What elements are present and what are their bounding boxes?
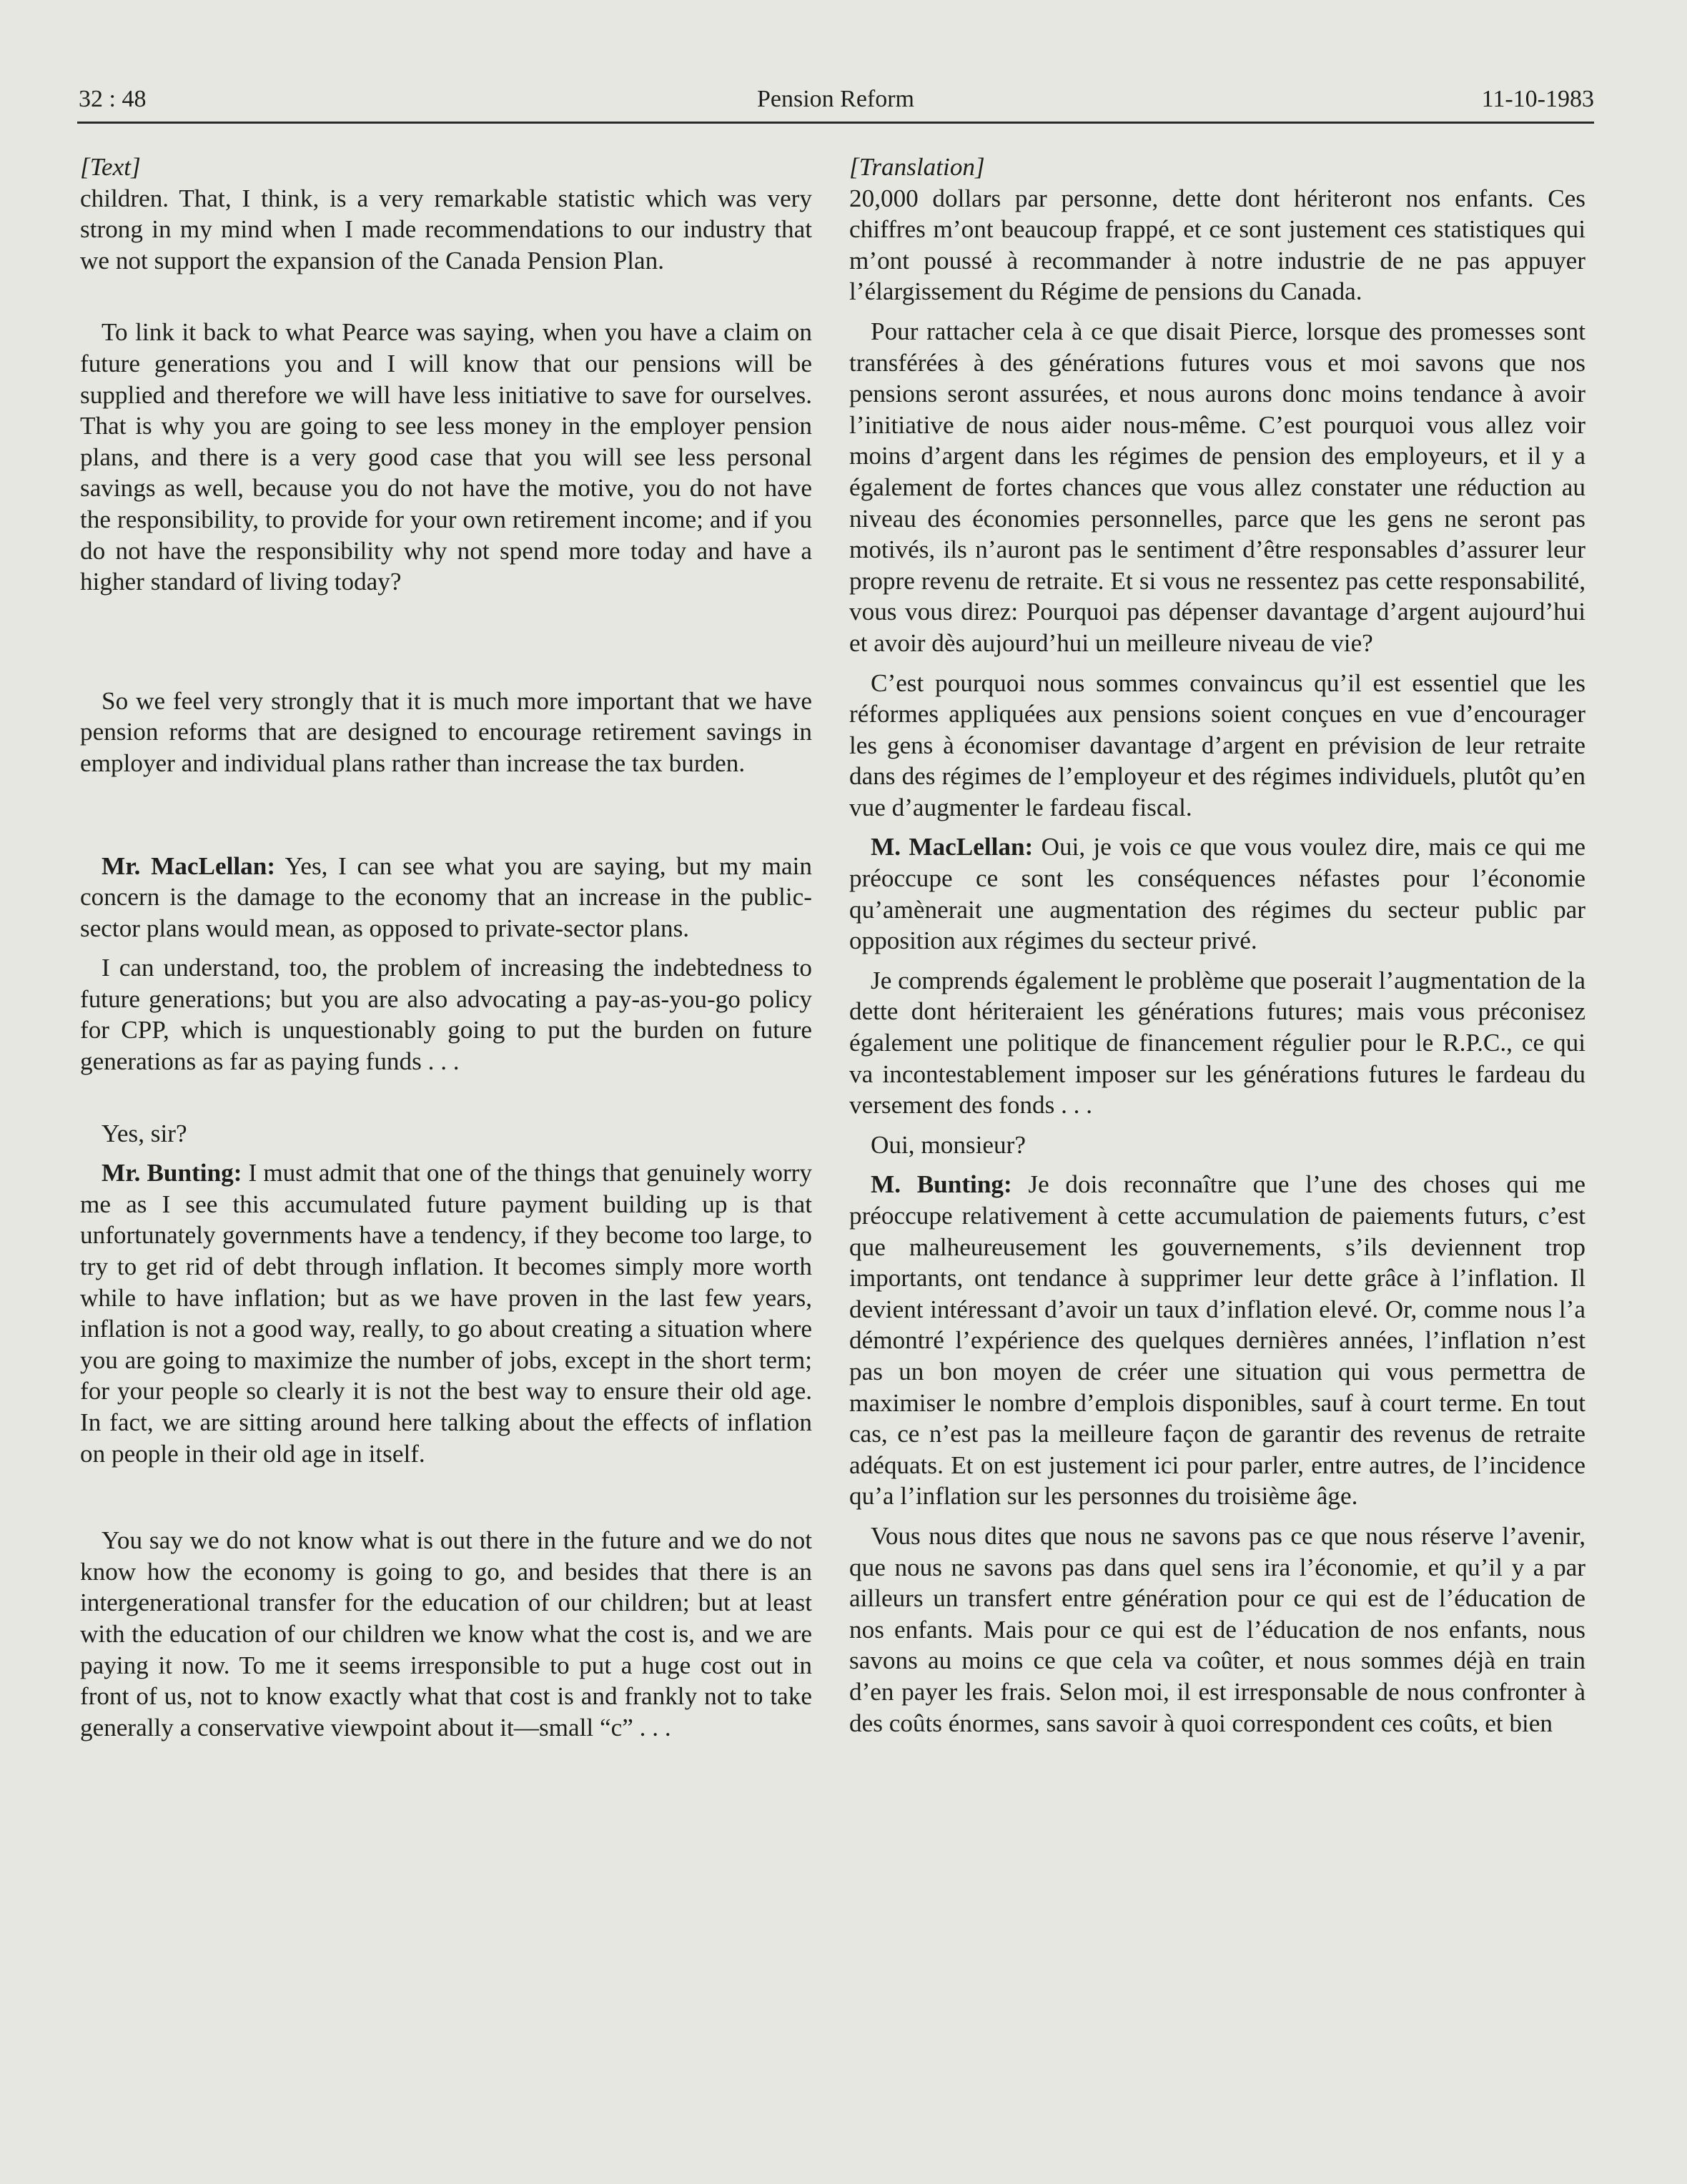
speech-text: Oui, je vois ce que vous voulez dire, mais ce qui me préoccupe ce sont les conséquences néfastes pour l’économie qu’amènerait une augmentation des régimes du secteur public par opposition aux régimes du secteur privé. [849, 833, 1586, 955]
paragraph: Pour rattacher cela à ce que disait Pierce, lorsque des promesses sont transférées à des générations futures vous et moi savons que nos pensions seront assurées, et nous aurons donc moins tendance à avoir l’initiative de nous aider nous-même. C’est pourquoi vous allez voir moins d’argent dans les régimes de pension des employeurs, et il y a également de fortes chances que vous allez constater une réduction au niveau des économies personnelles, parce que les gens ne seront pas motivés, ils n’auront pas le sentiment d’être responsables d’assurer leur propre revenu de retraite. Et si vous ne ressentez pas cette responsabilité, vous vous direz: Pourquoi pas dépenser davantage d’argent aujourd’hui et avoir dès aujourd’hui un meilleure niveau de vie? [849, 317, 1585, 657]
speaker-name: Mr. Bunting: [102, 1159, 242, 1187]
english-column [80, 152, 812, 1743]
speaker-paragraph [849, 831, 1585, 956]
page-number: 32 : 48 [79, 86, 147, 112]
header-date: 11-10-1983 [1481, 86, 1594, 112]
paragraph: children. That, I think, is a very remarkable statistic which was very strong in my mind when I made recommendations to our industry that we not support the expansion of the Canada Pension Plan. [80, 184, 812, 275]
paragraph: To link it back to what Pearce was saying, when you have a claim on future generations you and I will know that our pensions will be supplied and therefore we will have less initiative to save for ourselves. That is why you are going to see less money in the employer pension plans, and there is a very good case that you will see less personal savings as well, because you do not have the motive, you do not have the responsibility, to provide for your own retirement income; and if you do not have the responsibility why not spend more today and have a higher standard of living today? [80, 318, 812, 596]
paragraph: I can understand, too, the problem of increasing the indebtedness to future generations; but you are also advocating a pay-as-you-go policy for CPP, which is unquestionably going to put the burden on future generations as far as paying funds . . . [80, 954, 812, 1076]
paragraph: So we feel very strongly that it is much more important that we have pension reforms that are designed to encourage retirement savings in employer and individual plans rather than increase the tax burden. [80, 686, 812, 777]
speaker-paragraph [849, 1169, 1585, 1512]
bracket-open: [ [849, 153, 859, 181]
paragraph: Je comprends également le problème que poserait l’augmentation de la dette dont hériteraient les générations futures; mais vous préconisez également une politique de financement régulier pour le R.P.C., ce qui va incontestablement imposer sur les générations futures le fardeau du versement des fonds . . . [849, 966, 1585, 1120]
column-label-translation [849, 152, 1585, 183]
paragraph: Oui, monsieur? [871, 1130, 1026, 1159]
speaker-name: M. Bunting: [871, 1170, 1012, 1199]
speech-text: Je dois reconnaître que l’une des choses qui me préoccupe relativement à cette accumulation de paiements futurs, c’est que malheureusement les gouvernements, s’ils deviennent trop importants, ont tendance à supprimer leur dette grâce à l’inflation. Il devient intéressant d’avoir un taux d’inflation elevé. Or, comme nous l’a démontré l’expérience des quelques dernières années, l’inflation n’est pas un bon moyen de créer une situation qui vous permettra de maximiser le nombre d’emplois disponibles, sauf à court terme. En tout cas, ce n’est pas la meilleure façon de garantir des revenus de retraite adéquats. Et on est justement ici pour parler, entre autres, de l’incidence qu’a l’inflation sur les personnes du troisième âge. [849, 1170, 1585, 1511]
paragraph: C’est pourquoi nous sommes convaincus qu’il est essentiel que les réformes appliquées aux pensions soient conçues en vue d’encourager les gens à économiser davantage d’argent en prévision de leur retraite dans des régimes de l’employeur et des régimes individuels, plutôt qu’en vue d’augmenter le fardeau fiscal. [849, 668, 1585, 821]
speaker-paragraph [80, 851, 812, 944]
paragraph: 20,000 dollars par personne, dette dont hériteront nos enfants. Ces chiffres m’ont beaucoup frappé, et ce sont justement ces statistiques qui m’ont poussé à recommander à notre industrie de ne pas appuyer l’élargissement du Régime de pensions du Canada. [849, 184, 1585, 306]
paragraph: Yes, sir? [102, 1119, 187, 1147]
speech-text: Yes, I can see what you are saying, but my main concern is the damage to the economy that an increase in the public-sector plans would mean, as opposed to private-sector plans. [80, 851, 812, 942]
column-label-text [80, 152, 812, 183]
label-text: Translation [859, 153, 976, 181]
french-column [849, 152, 1585, 1739]
speaker-name: M. MacLellan: [871, 833, 1034, 861]
label-text: Text [89, 153, 132, 181]
bracket-close: ] [975, 153, 985, 181]
bracket-close: ] [131, 153, 141, 181]
speech-text: I must admit that one of the things that genuinely worry me as I see this accumulated future payment building up is that unfortunately governments have a tendency, if they become too large, to try to get rid of debt through inflation. It becomes simply more worth while to have inflation; but as we have proven in the last few years, inflation is not a good way, really, to go about creating a situation where you are going to maximize the number of jobs, except in the short term; for your people so clearly it is not the best way to ensure their old age. In fact, we are sitting around here talking about the effects of inflation on people in their old age in itself. [80, 1159, 812, 1468]
speaker-paragraph [80, 1157, 812, 1469]
speaker-name: Mr. MacLellan: [102, 851, 276, 880]
page-header [77, 81, 1594, 124]
running-title: Pension Reform [756, 86, 915, 112]
paragraph: Vous nous dites que nous ne savons pas ce que nous réserve l’avenir, que nous ne savons pas dans quel sens ira l’économie, et qu’il y a par ailleurs un transfert entre génération pour ce qui est de l’éducation de nos enfants. Mais pour ce qui est de l’éducation de nos enfants, nous savons au moins ce que cela va coûter, et nous sommes déjà en train d’en payer les frais. Selon moi, il est irresponsable de nous confronter à des coûts énormes, sans savoir à quoi correspondent ces coûts, et bien [849, 1521, 1585, 1737]
bracket-open: [ [80, 153, 90, 181]
paragraph: You say we do not know what is out there in the future and we do not know how the economy is going to go, and besides that there is an intergenerational transfer for the education of our children; but at least with the education of our children we know what the cost is, and we are paying it now. To me it seems irresponsible to put a huge cost out in front of us, not to know exactly what that cost is and frankly not to take generally a conservative viewpoint about it—small “c” . . . [80, 1526, 812, 1741]
